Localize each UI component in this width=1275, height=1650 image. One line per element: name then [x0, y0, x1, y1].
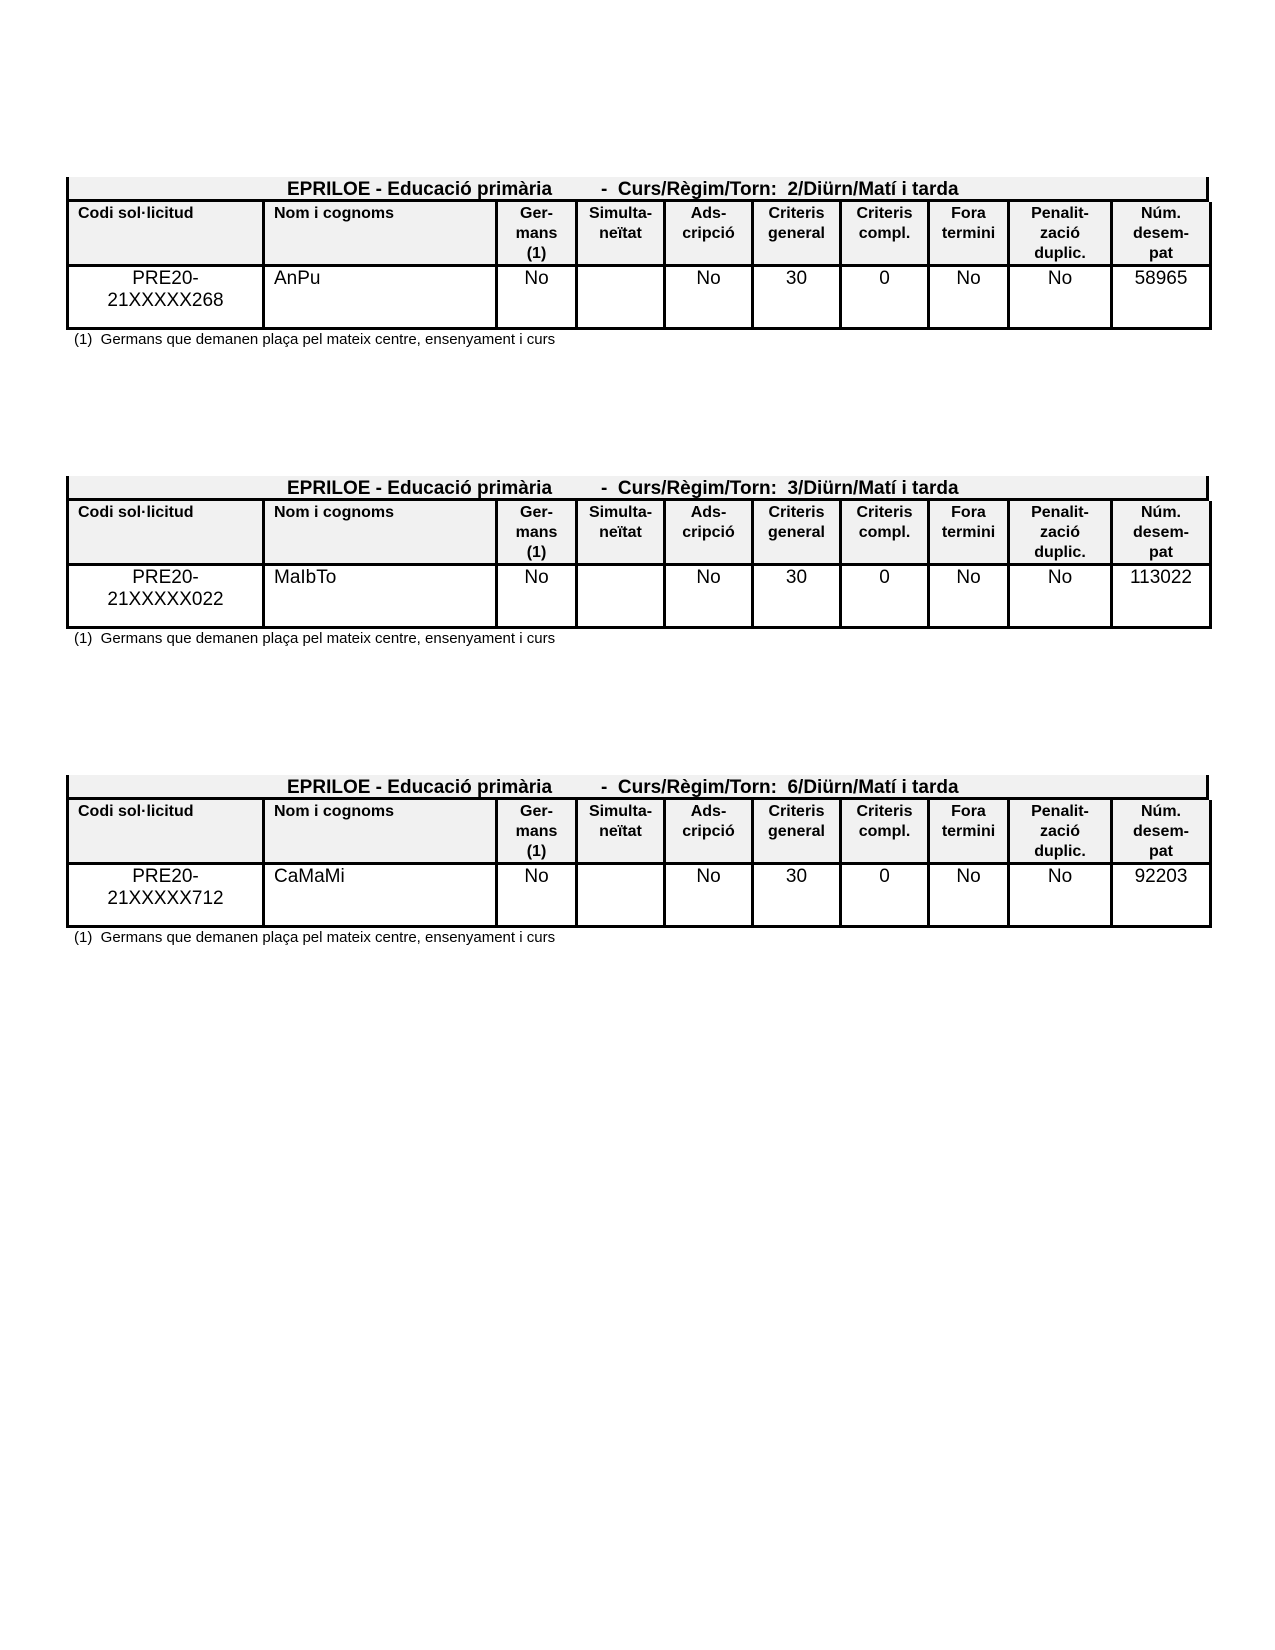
- header-nom: Nom i cognoms: [264, 501, 497, 565]
- header-num-desempat: Núm. desem- pat: [1112, 800, 1211, 864]
- cell-codi: PRE20- 21XXXXX022: [68, 565, 264, 628]
- header-nom: Nom i cognoms: [264, 800, 497, 864]
- cell-simultaneitat: [577, 266, 665, 329]
- footnote: (1) Germans que demanen plaça pel mateix centre, ensenyament i curs: [74, 331, 556, 348]
- cell-fora-termini: No: [929, 266, 1009, 329]
- cell-penalitzacio: No: [1009, 565, 1112, 628]
- header-criteris-general: Criteris general: [753, 800, 841, 864]
- header-adscripcio: Ads- cripció: [665, 501, 753, 565]
- table-title: [66, 177, 1209, 202]
- header-fora-termini: Fora termini: [929, 800, 1009, 864]
- cell-num-desempat: 113022: [1112, 565, 1211, 628]
- header-penalitzacio: Penalit- zació duplic.: [1009, 202, 1112, 266]
- cell-penalitzacio: No: [1009, 864, 1112, 927]
- cell-germans: No: [497, 864, 577, 927]
- cell-germans: No: [497, 266, 577, 329]
- cell-nom: MaIbTo: [264, 565, 497, 628]
- cell-codi: PRE20- 21XXXXX712: [68, 864, 264, 927]
- header-criteris-compl: Criteris compl.: [841, 501, 929, 565]
- cell-criteris-compl: 0: [841, 266, 929, 329]
- cell-fora-termini: No: [929, 864, 1009, 927]
- footnote: (1) Germans que demanen plaça pel mateix centre, ensenyament i curs: [74, 929, 556, 946]
- header-row: [68, 800, 1211, 864]
- header-adscripcio: Ads- cripció: [665, 800, 753, 864]
- cell-nom: CaMaMi: [264, 864, 497, 927]
- title-right: - Curs/Règim/Torn: 2/Diürn/Matí i tarda: [601, 179, 959, 200]
- cell-criteris-compl: 0: [841, 565, 929, 628]
- admission-table-block: [66, 775, 1209, 947]
- cell-adscripcio: No: [665, 565, 753, 628]
- header-nom: Nom i cognoms: [264, 202, 497, 266]
- cell-criteris-compl: 0: [841, 864, 929, 927]
- header-germans: Ger- mans (1): [497, 501, 577, 565]
- title-left: EPRILOE - Educació primària: [287, 179, 553, 200]
- header-codi: Codi sol·licitud: [68, 800, 264, 864]
- header-simultaneitat: Simulta- neïtat: [577, 800, 665, 864]
- header-row: [68, 501, 1211, 565]
- cell-adscripcio: No: [665, 864, 753, 927]
- admission-table-block: [66, 177, 1209, 349]
- header-criteris-general: Criteris general: [753, 202, 841, 266]
- header-penalitzacio: Penalit- zació duplic.: [1009, 800, 1112, 864]
- admission-table: [66, 202, 1212, 330]
- header-criteris-general: Criteris general: [753, 501, 841, 565]
- header-num-desempat: Núm. desem- pat: [1112, 501, 1211, 565]
- header-criteris-compl: Criteris compl.: [841, 800, 929, 864]
- header-num-desempat: Núm. desem- pat: [1112, 202, 1211, 266]
- cell-num-desempat: 92203: [1112, 864, 1211, 927]
- header-codi: Codi sol·licitud: [68, 501, 264, 565]
- header-criteris-compl: Criteris compl.: [841, 202, 929, 266]
- title-right: - Curs/Règim/Torn: 6/Diürn/Matí i tarda: [601, 777, 959, 798]
- cell-criteris-general: 30: [753, 864, 841, 927]
- title-right: - Curs/Règim/Torn: 3/Diürn/Matí i tarda: [601, 478, 959, 499]
- header-fora-termini: Fora termini: [929, 202, 1009, 266]
- cell-fora-termini: No: [929, 565, 1009, 628]
- admission-table: [66, 800, 1212, 928]
- header-penalitzacio: Penalit- zació duplic.: [1009, 501, 1112, 565]
- header-germans: Ger- mans (1): [497, 202, 577, 266]
- footnote: (1) Germans que demanen plaça pel mateix centre, ensenyament i curs: [74, 630, 556, 647]
- cell-germans: No: [497, 565, 577, 628]
- table-title: [66, 775, 1209, 800]
- cell-simultaneitat: [577, 864, 665, 927]
- header-simultaneitat: Simulta- neïtat: [577, 501, 665, 565]
- table-title: [66, 476, 1209, 501]
- cell-criteris-general: 30: [753, 266, 841, 329]
- title-left: EPRILOE - Educació primària: [287, 478, 553, 499]
- cell-simultaneitat: [577, 565, 665, 628]
- cell-nom: AnPu: [264, 266, 497, 329]
- header-row: [68, 202, 1211, 266]
- title-left: EPRILOE - Educació primària: [287, 777, 553, 798]
- header-simultaneitat: Simulta- neïtat: [577, 202, 665, 266]
- header-fora-termini: Fora termini: [929, 501, 1009, 565]
- table-row: [68, 565, 1211, 628]
- cell-num-desempat: 58965: [1112, 266, 1211, 329]
- admission-table: [66, 501, 1212, 629]
- cell-codi: PRE20- 21XXXXX268: [68, 266, 264, 329]
- table-row: [68, 266, 1211, 329]
- header-codi: Codi sol·licitud: [68, 202, 264, 266]
- cell-penalitzacio: No: [1009, 266, 1112, 329]
- admission-table-block: [66, 476, 1209, 648]
- cell-criteris-general: 30: [753, 565, 841, 628]
- table-row: [68, 864, 1211, 927]
- header-germans: Ger- mans (1): [497, 800, 577, 864]
- cell-adscripcio: No: [665, 266, 753, 329]
- header-adscripcio: Ads- cripció: [665, 202, 753, 266]
